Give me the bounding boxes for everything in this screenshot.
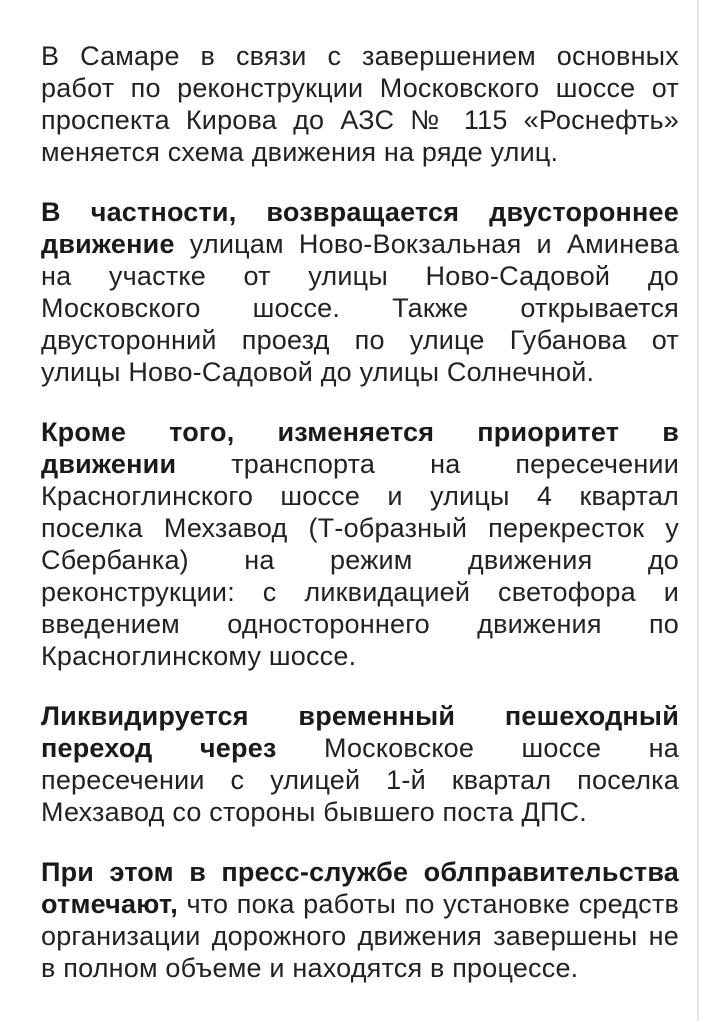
- paragraph-lead: При этом в пресс-службе облправительства отмечают,: [41, 857, 679, 919]
- paragraph-text: улицам Ново-Вокзальная и Аминева на участке от улицы Ново-Садовой до Московского шоссе. Также открывается двусторонний проезд по улице Губанова от улицы Ново-Садовой до улицы Солнечной.: [41, 229, 679, 387]
- paragraph-priority-change: [41, 416, 679, 672]
- paragraph-text: транспорта на пересечении Красноглинского шоссе и улицы 4 квартал поселка Мехзавод (Т-образный перекресток у Сбербанка) на режим движения до реконструкции: с ликвидацией светофора и введением одностороннего движения по Красноглинскому шоссе.: [41, 449, 679, 671]
- paragraph-intro: [41, 40, 679, 168]
- article-body: [41, 40, 679, 1012]
- page-edge-divider: [697, 0, 699, 1021]
- paragraph-lead: Ликвидируется временный пешеходный переход через: [41, 701, 679, 763]
- paragraph-text: что пока работы по установке средств организации дорожного движения завершены не в полном объеме и находятся в процессе.: [41, 889, 679, 983]
- paragraph-crossing-removed: [41, 700, 679, 828]
- paragraph-text: Московское шоссе на пересечении с улицей 1-й квартал поселка Мехзавод со стороны бывшего поста ДПС.: [41, 733, 679, 827]
- paragraph-lead: Кроме того, изменяется приоритет в движении: [41, 417, 679, 479]
- paragraph-text: В Самаре в связи с завершением основных работ по реконструкции Московского шоссе от проспекта Кирова до АЗС № 115 «Роснефть» меняется схема движения на ряде улиц.: [41, 41, 679, 167]
- paragraph-press-service: [41, 856, 679, 984]
- paragraph-lead: В частности, возвращается двустороннее движение: [41, 197, 679, 259]
- paragraph-two-way-traffic: [41, 196, 679, 388]
